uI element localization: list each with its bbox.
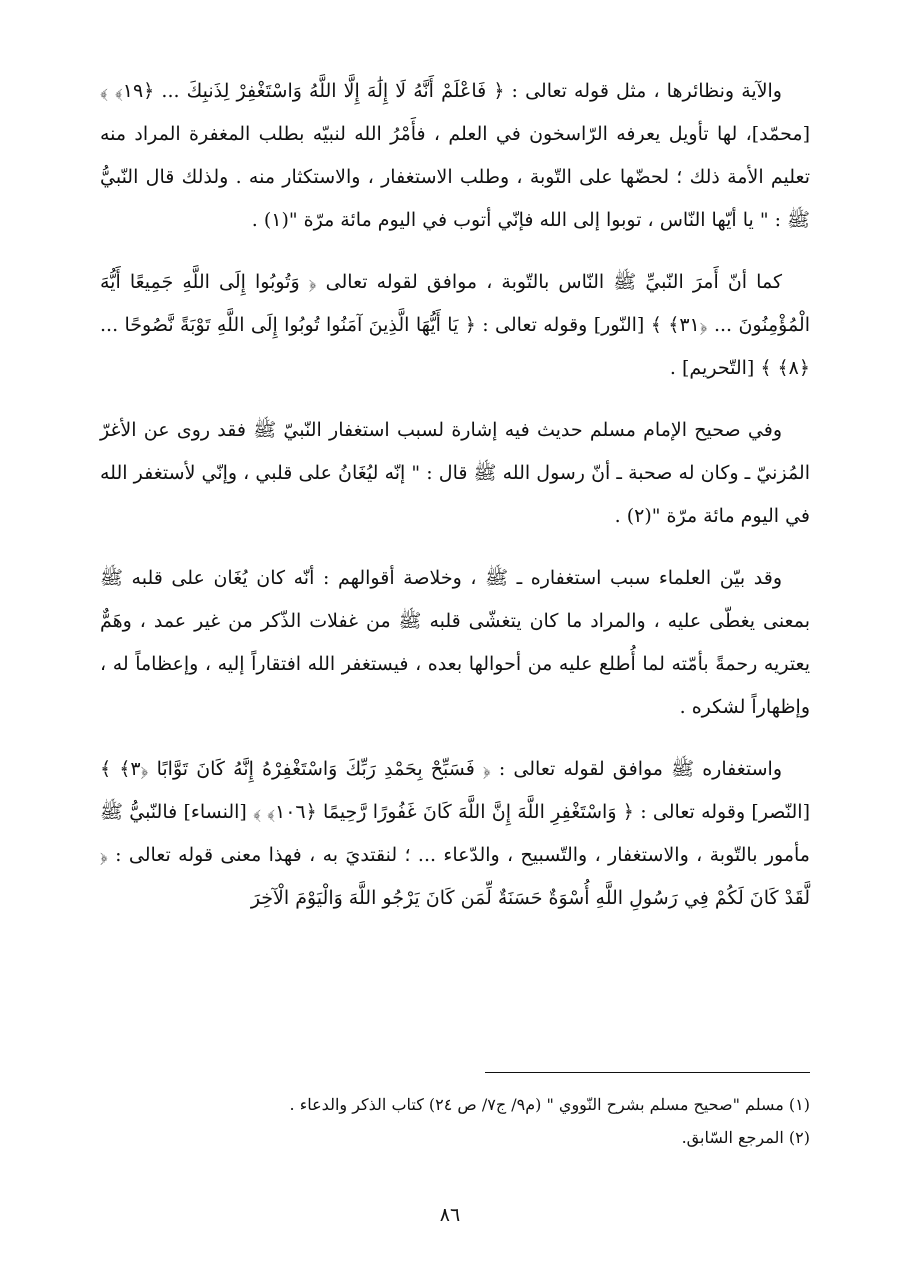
paragraph-2: كما أنّ أَمرَ النّبيِّ ﷺ النّاس بالتّوبة ، موافق لقوله تعالى ﴿ وَتُوبُوا إِلَى اللَّهِ جَمِيعًا أَيُّهَ الْمُؤْمِنُونَ ... ﴿٣١﴾ ﴾ [النّور] وقوله تعالى : ﴿ يَا أَيُّهَا الَّذِينَ آمَنُوا تُوبُوا إِلَى اللَّهِ تَوْبَةً نَّصُوحًا ... ﴿٨﴾ ﴾ [التّحريم] . xyxy=(100,271,810,379)
paragraph-5: واستغفاره ﷺ موافق لقوله تعالى : ﴿ فَسَبِّحْ بِحَمْدِ رَبِّكَ وَاسْتَغْفِرْهُ إِنَّهُ كَانَ تَوَّابًا ﴿٣﴾ ﴾ [النّصر] وقوله تعالى : ﴿ وَاسْتَغْفِرِ اللَّهَ إِنَّ اللَّهَ كَانَ غَفُورًا رَّحِيمًا ﴿١٠٦﴾ ﴾ [النساء] فالنّبيُّ ﷺ مأمور بالتّوبة ، والاستغفار ، والتّسبيح ، والدّعاء ... ؛ لنقتديَ به ، فهذا معنى قوله تعالى : ﴿ لَّقَدْ كَانَ لَكُمْ فِي رَسُولِ اللَّهِ أُسْوَةٌ حَسَنَةٌ لِّمَن كَانَ يَرْجُو اللَّهَ وَالْيَوْمَ الْآخِرَ xyxy=(100,758,810,909)
paragraph-4: وقد بيّن العلماء سبب استغفاره ـ ﷺ ، وخلاصة أقوالهم : أنّه كان يُغَان على قلبه ﷺ بمعنى يغطّى عليه ، والمراد ما كان يتغشّى قلبه ﷺ من غفلات الذّكر من غير عمد ، وهَمٌّ يعتريه رحمةً بأمّته لما أُطلع عليه من أحوالها بعده ، فيستغفر الله افتقاراً إليه ، وإعظاماً له ، وإظهاراً لشكره . xyxy=(100,567,810,718)
page-number: ٨٦ xyxy=(439,1204,461,1226)
footnotes xyxy=(100,1088,810,1154)
footnote-1: (١) مسلم "صحيح مسلم بشرح النّووي " (م٩/ ج٧/ ص ٢٤) كتاب الذكر والدعاء . xyxy=(289,1095,810,1114)
paragraph-3: وفي صحيح الإمام مسلم حديث فيه إشارة لسبب استغفار النّبيّ ﷺ فقد روى عن الأغرّ المُزنيّ ـ وكان له صحبة ـ أنّ رسول الله ﷺ قال : " إنّه ليُغَانُ على قلبي ، وإنّي لأستغفر الله في اليوم مائة مرّة "(٢) . xyxy=(100,419,810,527)
footnote-separator xyxy=(485,1072,810,1073)
paragraph-1: والآية ونظائرها ، مثل قوله تعالى : ﴿ فَاعْلَمْ أَنَّهُ لَا إِلَٰهَ إِلَّا اللَّهُ وَاسْتَغْفِرْ لِذَنبِكَ ... ﴿١٩﴾ ﴾ [محمّد]، لها تأويل يعرفه الرّاسخون في العلم ، فأَمْرُ الله لنبيّه بطلب المغفرة المراد منه تعليم الأمة ذلك ؛ لحضّها على التّوبة ، وطلب الاستغفار ، والاستكثار منه . ولذلك قال النّبيُّ ﷺ : " يا أيّها النّاس ، توبوا إلى الله فإنّي أتوب في اليوم مائة مرّة "(١) . xyxy=(100,80,810,231)
footnote-2: (٢) المرجع السّابق. xyxy=(681,1128,810,1147)
body-text xyxy=(100,70,810,920)
